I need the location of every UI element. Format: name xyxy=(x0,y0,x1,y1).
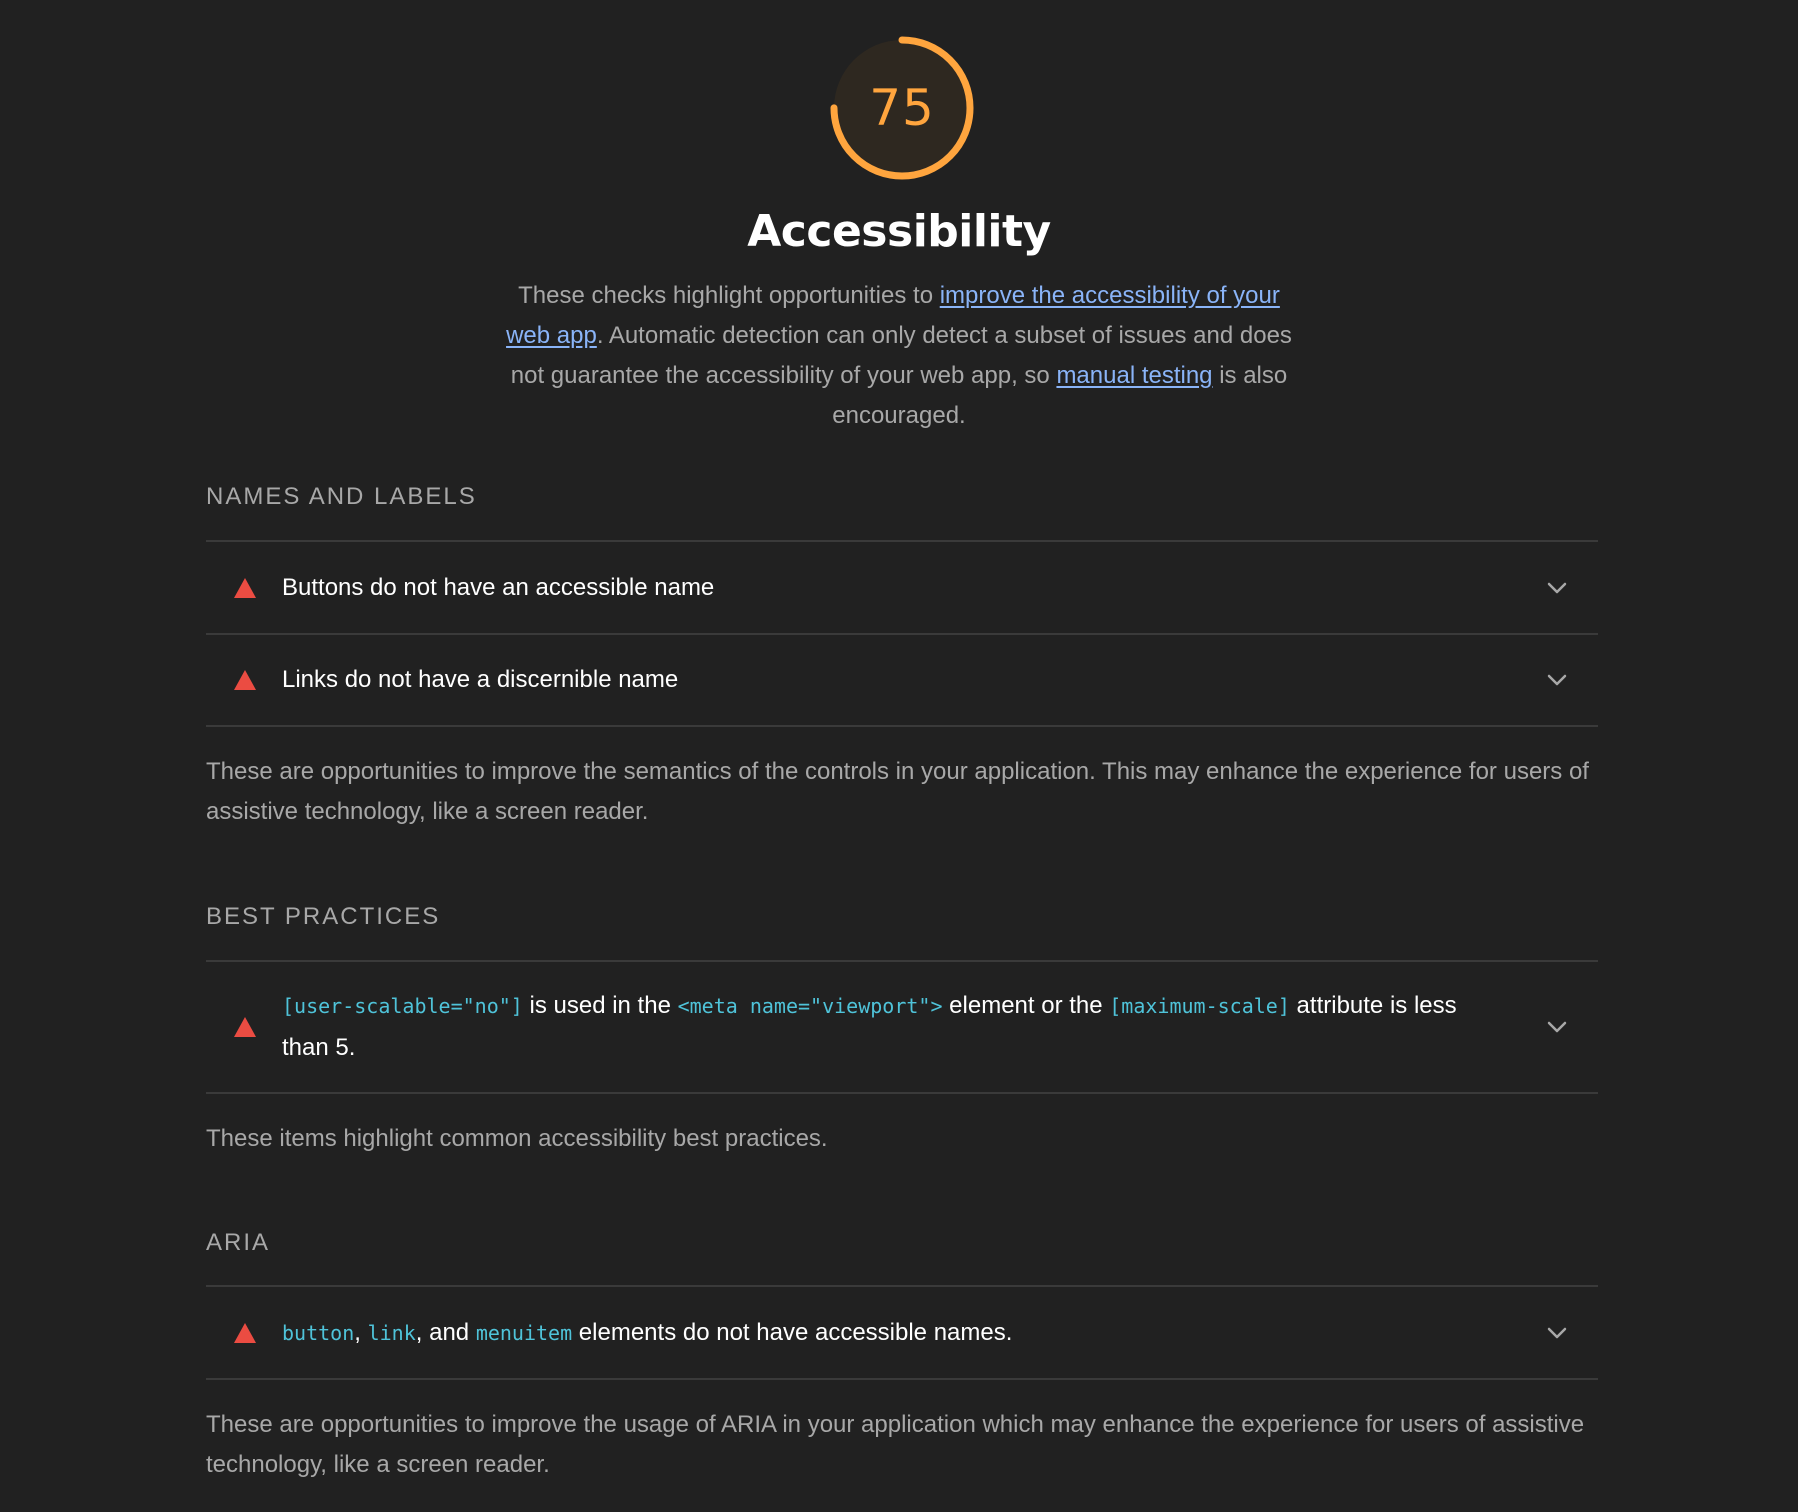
audit-text: , xyxy=(354,1318,368,1346)
category-description xyxy=(499,276,1299,436)
group-description: These items highlight common accessibility best practices. xyxy=(206,1125,828,1152)
audit-title: Buttons do not have an accessible name xyxy=(282,574,715,601)
audit-code: <meta name="viewport"> xyxy=(677,994,943,1018)
audit-code: [user-scalable="no"] xyxy=(282,994,523,1018)
audit-code: [maximum-scale] xyxy=(1109,994,1290,1018)
chevron-down-icon[interactable] xyxy=(1546,673,1568,687)
audit-link-name[interactable] xyxy=(206,633,1598,727)
manual-testing-link[interactable]: manual testing xyxy=(1056,362,1213,389)
group-title-names-and-labels: NAMES AND LABELS xyxy=(206,483,477,510)
group-description: These are opportunities to improve the semantics of the controls in your application. This may enhance the experience for users of assistive technology, like a screen reader. xyxy=(206,758,1589,825)
audit-code: link xyxy=(367,1320,416,1345)
audit-text: is used in the xyxy=(522,992,678,1019)
fail-triangle-icon xyxy=(234,1017,256,1037)
score-value: 75 xyxy=(869,79,935,137)
audit-text: , and xyxy=(415,1318,476,1346)
description-text: These checks highlight opportunities to xyxy=(518,282,940,309)
audit-text: attribute is less than 5. xyxy=(282,992,1457,1061)
audit-aria-command-name[interactable] xyxy=(206,1285,1598,1380)
audit-title xyxy=(282,985,1508,1069)
chevron-down-icon[interactable] xyxy=(1546,581,1568,595)
audit-button-name[interactable] xyxy=(206,540,1598,634)
fail-triangle-icon xyxy=(234,1323,256,1343)
audit-title: Links do not have a discernible name xyxy=(282,666,679,693)
group-title-aria: ARIA xyxy=(206,1229,271,1256)
description-text: is also encouraged. xyxy=(832,362,1288,429)
chevron-down-icon[interactable] xyxy=(1546,1020,1568,1034)
audit-code: menuitem xyxy=(475,1320,573,1345)
audit-meta-viewport[interactable] xyxy=(206,960,1598,1094)
score-gauge xyxy=(829,35,975,181)
audit-text: elements do not have accessible names. xyxy=(572,1318,1013,1346)
fail-triangle-icon xyxy=(234,578,256,598)
description-text: . Automatic detection can only detect a subset of issues and does not guarantee the accessibility of your web app, so xyxy=(510,322,1292,389)
chevron-down-icon[interactable] xyxy=(1546,1326,1568,1340)
audit-code: button xyxy=(282,1320,355,1345)
audit-title xyxy=(282,1312,1508,1354)
group-title-best-practices: BEST PRACTICES xyxy=(206,903,441,930)
fail-triangle-icon xyxy=(234,670,256,690)
audit-text: element or the xyxy=(942,992,1110,1019)
accessibility-link[interactable]: improve the accessibility of your web app xyxy=(506,282,1280,349)
category-title: Accessibility xyxy=(747,206,1051,257)
group-description: These are opportunities to improve the usage of ARIA in your application which may enhance the experience for users of assistive technology, like a screen reader. xyxy=(206,1411,1585,1478)
